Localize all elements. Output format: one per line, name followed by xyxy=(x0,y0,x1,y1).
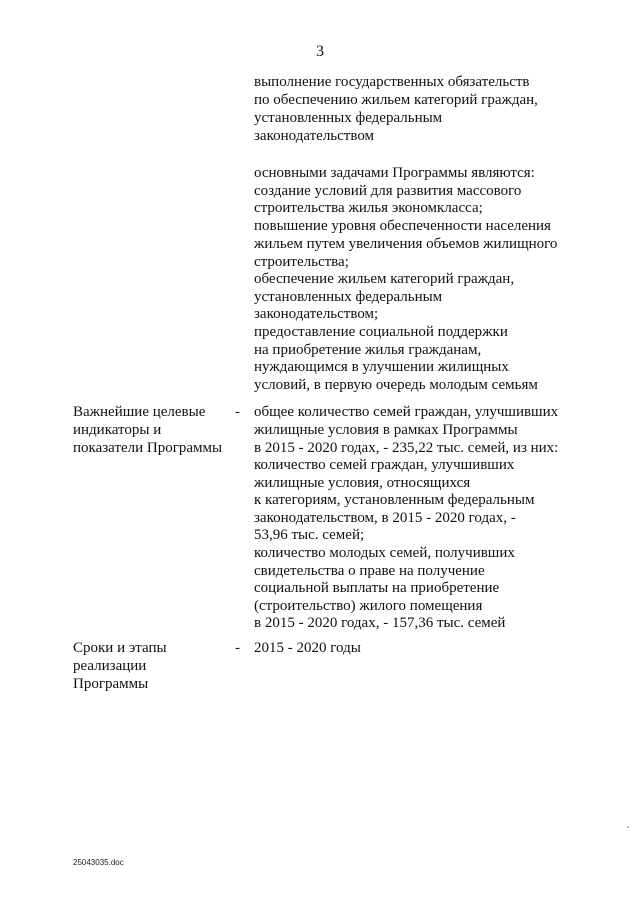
text-line: жильем путем увеличения объемов жилищного xyxy=(254,236,558,252)
row-label-line: Важнейшие целевые xyxy=(73,404,206,420)
text-line: выполнение государственных обязательств xyxy=(254,74,530,90)
text-line: повышение уровня обеспеченности населения xyxy=(254,218,551,234)
text-line: нуждающимся в улучшении жилищных xyxy=(254,359,509,375)
text-line: 53,96 тыс. семей; xyxy=(254,527,365,543)
text-line: законодательством, в 2015 - 2020 годах, - xyxy=(254,510,516,526)
footer-filename: 25043035.doc xyxy=(73,858,124,867)
text-line: социальной выплаты на приобретение xyxy=(254,580,500,596)
text-line: в 2015 - 2020 годах, - 157,36 тыс. семей xyxy=(254,615,506,631)
row-label-line: индикаторы и xyxy=(73,422,162,438)
text-line: общее количество семей граждан, улучшивших xyxy=(254,404,559,420)
text-line: предоставление социальной поддержки xyxy=(254,324,508,340)
text-line: количество молодых семей, получивших xyxy=(254,545,515,561)
text-line: 2015 - 2020 годы xyxy=(254,640,361,656)
scan-speck xyxy=(627,826,629,828)
text-line: законодательством; xyxy=(254,306,379,322)
text-line: создание условий для развития массового xyxy=(254,183,522,199)
text-line: строительства; xyxy=(254,254,349,270)
text-line: к категориям, установленным федеральным xyxy=(254,492,535,508)
text-line: установленных федеральным xyxy=(254,289,443,305)
text-line: жилищные условия в рамках Программы xyxy=(254,422,518,438)
text-line: (строительство) жилого помещения xyxy=(254,598,483,614)
text-line: свидетельства о праве на получение xyxy=(254,563,485,579)
row-label-line: Сроки и этапы xyxy=(73,640,167,656)
text-line: в 2015 - 2020 годах, - 235,22 тыс. семей, из них: xyxy=(254,440,559,456)
row-label-line: Программы xyxy=(73,676,149,692)
row-dash: - xyxy=(235,404,240,420)
text-line: по обеспечению жильем категорий граждан, xyxy=(254,92,538,108)
text-line: законодательством xyxy=(254,128,375,144)
text-line: строительства жилья экономкласса; xyxy=(254,200,483,216)
text-line: на приобретение жилья гражданам, xyxy=(254,342,482,358)
page-number: 3 xyxy=(316,43,324,60)
row-dash: - xyxy=(235,640,240,656)
text-line: жилищные условия, относящихся xyxy=(254,475,471,491)
row-label-line: показатели Программы xyxy=(73,440,223,456)
text-line: установленных федеральным xyxy=(254,110,443,126)
text-line: основными задачами Программы являются: xyxy=(254,165,535,181)
text-line: количество семей граждан, улучшивших xyxy=(254,457,515,473)
row-label-line: реализации xyxy=(73,658,147,674)
text-line: обеспечение жильем категорий граждан, xyxy=(254,271,515,287)
text-line: условий, в первую очередь молодым семьям xyxy=(254,377,538,393)
